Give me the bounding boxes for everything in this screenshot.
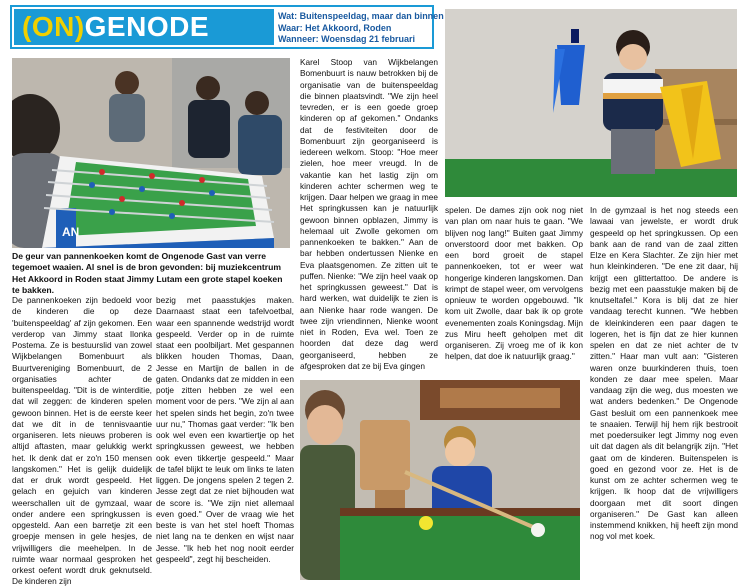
photo-caption: De geur van pannenkoeken komt de Ongenode Gast van verre tegemoet waaien. Al snel is de bron gevonden: bij muziekcentrum Het Akkoord in Roden staat Jimmy Lutam een grote stapel koeken te bakken. [12,251,283,296]
meta-what: Wat: Buitenspeeldag, maar dan binnen [278,11,444,21]
photo-pool [300,380,580,580]
event-meta [278,11,444,46]
article-title [14,9,274,45]
photo-pompoms [445,9,737,197]
column-5-text: In de gymzaal is het nog steeds een lawaai van jewelste, er wordt druk gespeeld op het springkussen. Op een bank aan de rand van de zaal zitten Elze en Kera Slachter. Ze zijn hier met hun kleinkinderen. "De ene zit daar, hij krijgt een glittertattoo. De andere is bezig met een paasstukje maken bij de knutseltafel." Kora is blij dat ze hier vandaag terecht kunnen. "We hebben de kleinkinderen een paar dagen te logeren, het is fijn dat ze hier kunnen spelen en dat ze niet achter de tv zitten." Haar man vult aan: "Gisteren waren onze buurkinderen thuis, toen konden ze daar mee spelen. Maar vandaag zijn die weg, dus moesten we wat anders bedenken." De Ongenode Gast besluit om een pannenkoek mee te snaaien. Terwijl hij hem rijk bestrooit met poedersuiker legt Jimmy nog even uit dat dagen als dit belangrijk zijn. "Het gaat om de kinderen. Buitenspelen is goed en gezond voor ze. Het is de kunst om ze achter schermen weg te krijgen. Ik hoop dat de vrijwilligers doorgaan met dit soort dingen organiseren." De Gast kan alleen instemmend knikken, hij heeft zijn mond nog vol met koek. [590,205,738,542]
meta-when: Wanneer: Woensdag 21 februari [278,34,416,44]
article-banner [10,5,444,49]
foosball-brand: AN [62,225,80,239]
foosball-scene [12,58,290,248]
photo-foosball [12,58,290,248]
title-prefix: (ON) [22,11,85,42]
article-column-1 [12,295,152,588]
column-1-text: De pannenkoeken zijn bedoeld voor de kinderen die op deze 'buitenspeeldag' af zijn gekomen. Een verderop van Jimmy staat Ilonka Postema. Ze is bestuurslid van zowel Wijkbelangen Bomenbuurt als Buurtvereniging Bomenbuurt, de 2 organisaties achter de buitenspeeldag. "Dit is de winterditie, dat wil zeggen: de kinderen spelen gewoon binnen. Het is de eerste keer dat we dit in de tennisvaantie organiseren. Iets nieuws proberen is altijd aftasten, maar gelukkig werkt het. Ik denk dat er zo'n 150 mensen langskomen." Het is gelijk duidelijk dat er druk wordt gespeeld. Het gelach en gejuich van kinderen weerschallen uit de gymzaal, waar onder andere een springkussen is opgesteld. Aan een barretje zit een groepje mensen in gele hesjes, de vrijwilligers die meehelpen. In de ruimte waar normaal gesproken het orkest oefent wordt druk geknutseld. De kinderen zijn [12,295,152,587]
column-4-text: spelen. De dames zijn ook nog niet van plan om naar huis te gaan. "We blijven nog lang!" Buiten gaat Jimmy onverstoord door met bakken. Op een bord groeit de stapel pannenkoeken, tot er weer wat hongerige kinderen langskomen. Dan krimpt de stapel weer, om vervolgens opnieuw te worden opgebouwd. "Ik kom uit Zwolle, daar bak ik op grote evenementen zoals Koningsdag. Mijn zus Miru heeft geholpen met dit organiseren. Zij vroeg me of ik kon helpen, dat doe ik natuurlijk graag." [445,205,583,362]
article-column-2 [156,295,294,565]
pool-scene [300,380,580,580]
title-main: GENODE [84,11,210,42]
meta-where: Waar: Het Akkoord, Roden [278,22,392,33]
article-column-4 [445,205,583,363]
column-3-text: Karel Stoop van Wijkbelangen Bomenbuurt is nauw betrokken bij de organisatie van de buitenspeeldag die binnen plaatsvindt. "We zijn heel tevreden, er is een goede groep kinderen op af gekomen." Ondanks dat de festiviteiten door de Bomenbuurt zijn georganiseerd is iedereen welkom. Stoop: "Hoe meer zielen, hoe meer vreugd. In de vakantie kan het lastig zijn om kinderen achter schermen weg te krijgen. Daar helpen we graag in mee Het springkussen kan je natuurlijk gewoon binnen opblazen, Jimmy is helemaal uit Zwolle gekomen om pannenkoeken te bakken." Aan de bar hebben ondertussen Nienke en Eva plaatsgenomen. Ze zitten uit te puffen. Nienke: "We zijn heel vaak op het springkussen geweest." Dat is hard werken, wat duidelijk te zien is aan Nienke haar rode wangen. De twee zijn vriendinnen, Nienke woont niet in Roden, Eva wel. Toen ze hoorden dat deze dag werd georganiseerd, hebben ze afgesproken dat ze bij Eva gingen [300,57,438,371]
article-column-3 [300,57,438,372]
article-column-5 [590,205,738,543]
column-2-text: bezig met paasstukjes maken. Daarnaast staat een tafelvoetbal, waar een spannende wedstrijd wordt gespeeld. Verder op in de ruimte staat een poolbiljart. Met gespannen blikken houden Thomas, Daan, Jesse en Martijn de ballen in de gaten. Ondanks dat ze midden in een potje zitten hebben ze wel een moment voor de pers. "We zijn al aan het spelen sinds het begin, zo'n twee uur nu," Thomas gaat verder: "Ik ben ook wel even een kwartiertje op het springkussen geweest, we hebben ook even tikkertje gespeeld." Maar de tafel blijkt te leuk om links te laten liggen. De jongens spelen 2 tegen 2. Jesse zegt dat ze niet bijhouden wat de score is. "We zijn niet allemaal even goed." Over de vraag wie het beste is van het stel hoeft Thomas niet lang na te denken en wijst naar Jesse. "Ik heb het nog nooit eerder gespeeld", zegt hij bescheiden. [156,295,294,564]
pompom-scene [445,9,737,197]
